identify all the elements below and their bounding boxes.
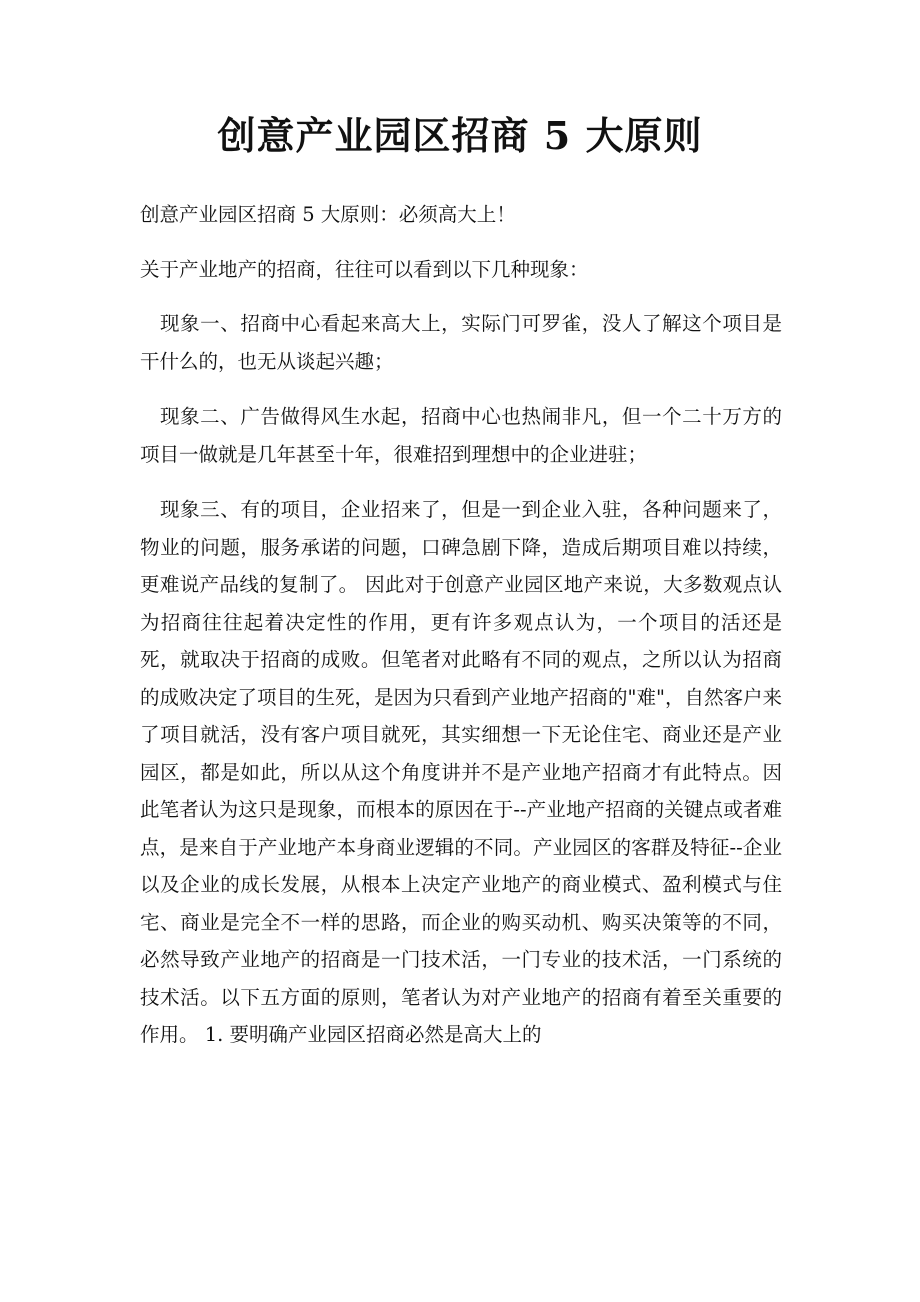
document-title: 创意产业园区招商 5 大原则 — [217, 113, 703, 158]
paragraph-phenomenon-1: 现象一、招商中心看起来高大上，实际门可罗雀，没人了解这个项目是干什么的，也无从谈起兴趣； — [140, 312, 782, 373]
paragraph-phenomenon-2: 现象二、广告做得风生水起，招商中心也热闹非凡，但一个二十万方的项目一做就是几年甚至十年，很难招到理想中的企业进驻； — [140, 405, 782, 466]
paragraph-intro: 关于产业地产的招商，往往可以看到以下几种现象： — [140, 258, 589, 281]
paragraph-phenomenon-3: 现象三、有的项目，企业招来了，但是一到企业入驻，各种问题来了，物业的问题，服务承诺的问题，口碑急剧下降，造成后期项目难以持续，更难说产品线的复制了。 因此对于创意产业园区地产来说，大多数观点认为招商往往起着决定性的作用，更有许多观点认为，一个项目的活还是死，就取决于招商的成败。但笔者对此略有不同的观点，之所以认为招商的成败决定了项目的生死，是因为只看到产业地产招商的"难"，自然客户来了项目就活，没有客户项目就死，其实细想一下无论住宅、商业还是产业园区，都是如此，所以从这个角度讲并不是产业地产招商才有此特点。因此笔者认为这只是现象，而根本的原因在于--产业地产招商的关键点或者难点，是来自于产业地产本身商业逻辑的不同。产业园区的客群及特征--企业以及企业的成长发展，从根本上决定产业地产的商业模式、盈利模式与住宅、商业是完全不一样的思路，而企业的购买动机、购买决策等的不同，必然导致产业地产的招商是一门技术活，一门专业的技术活，一门系统的技术活。以下五方面的原则，笔者认为对产业地产的招商有着至关重要的作用。 1. 要明确产业园区招商必然是高大上的 — [140, 498, 782, 1046]
paragraph-subtitle: 创意产业园区招商 5 大原则：必须高大上！ — [140, 203, 516, 226]
